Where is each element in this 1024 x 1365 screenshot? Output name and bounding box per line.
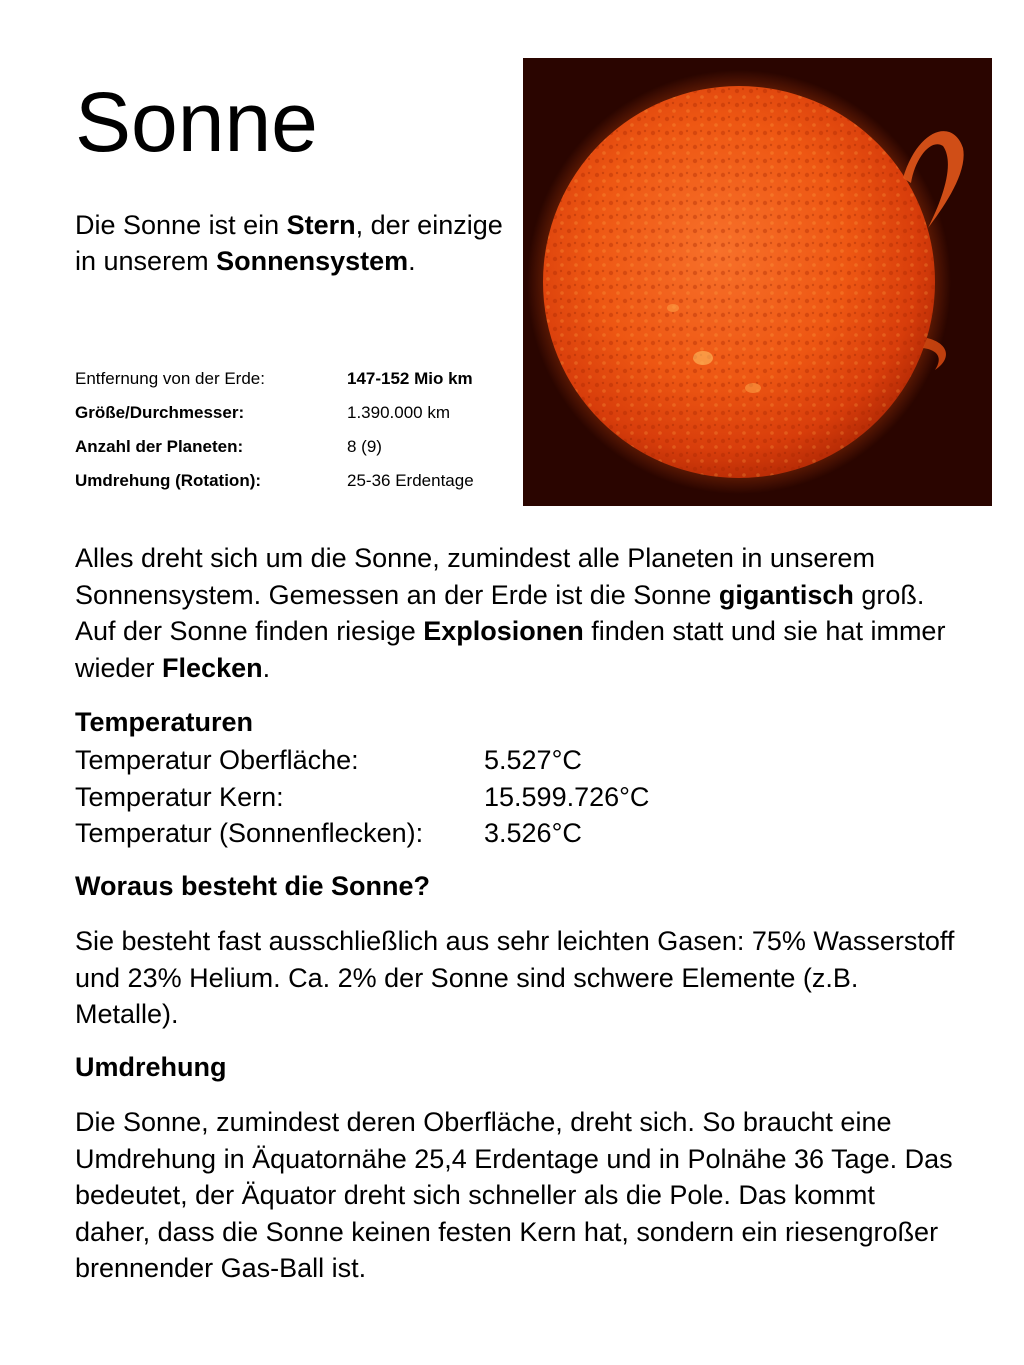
temperature-value: 15.599.726°C <box>484 782 650 812</box>
paragraph-text-part: groß. Auf der Sonne finden riesige <box>75 579 925 646</box>
temperature-label: Temperatur (Sonnenflecken): <box>75 818 424 848</box>
fact-label: Entfernung von der Erde: <box>75 369 265 388</box>
temperature-value: 5.527°C <box>484 745 582 775</box>
fact-value: 25-36 Erdentage <box>347 471 474 490</box>
paragraph-composition: Sie besteht fast ausschließlich aus sehr leichten Gasen: 75% Wasserstoff und 23% Helium. Ca. 2% der Sonne sind schwere Elemente (z.B. Metalle). <box>75 926 955 1029</box>
fact-value: 1.390.000 km <box>347 403 451 422</box>
intro-text-part: . <box>408 246 416 276</box>
heading-rotation: Umdrehung <box>75 1052 227 1082</box>
paragraph-text-part: Alles dreht sich um die Sonne, zumindest alle Planeten in unserem Sonnensystem. Gemessen an der Erde ist die Sonne <box>75 543 875 610</box>
paragraph-rotation: Die Sonne, zumindest deren Oberfläche, dreht sich. So braucht eine Umdrehung in Äquatornähe 25,4 Erdentage und in Polnähe 36 Tage. Das bedeutet, der Äquator dreht sich schneller als die Pole. Das kommt daher, dass die Sonne keinen festen Kern hat, sondern ein riesengroßer brennender Gas-Ball ist. <box>75 1107 953 1283</box>
fact-value: 8 (9) <box>347 437 382 456</box>
temperature-value: 3.526°C <box>484 818 582 848</box>
bold-gigantisch: gigantisch <box>718 579 854 610</box>
page-title: Sonne <box>75 75 318 169</box>
intro-text <box>75 207 505 279</box>
intro-bold-stern: Stern <box>286 210 356 240</box>
heading-composition: Woraus besteht die Sonne? <box>75 871 431 901</box>
temperature-label: Temperatur Kern: <box>75 782 284 812</box>
fact-value: 147-152 Mio km <box>347 369 473 388</box>
paragraph-text-part: finden statt und sie hat immer wieder <box>75 616 946 683</box>
bold-flecken: Flecken <box>162 652 263 683</box>
fact-label: Anzahl der Planeten: <box>75 437 244 456</box>
sun-photo <box>523 58 992 506</box>
heading-temperatures: Temperaturen <box>75 707 254 737</box>
fact-label: Umdrehung (Rotation): <box>75 471 262 490</box>
temperature-label: Temperatur Oberfläche: <box>75 745 359 775</box>
sun-illustration <box>523 58 992 506</box>
paragraph-text-part: . <box>262 652 271 683</box>
paragraph-intro <box>75 540 955 686</box>
bold-explosionen: Explosionen <box>423 616 584 646</box>
intro-text-part: , der einzige in unserem <box>75 210 503 276</box>
intro-bold-sonnensystem: Sonnensystem <box>216 246 409 276</box>
intro-text-part: Die Sonne ist ein <box>75 210 287 240</box>
fact-label: Größe/Durchmesser: <box>75 403 245 422</box>
